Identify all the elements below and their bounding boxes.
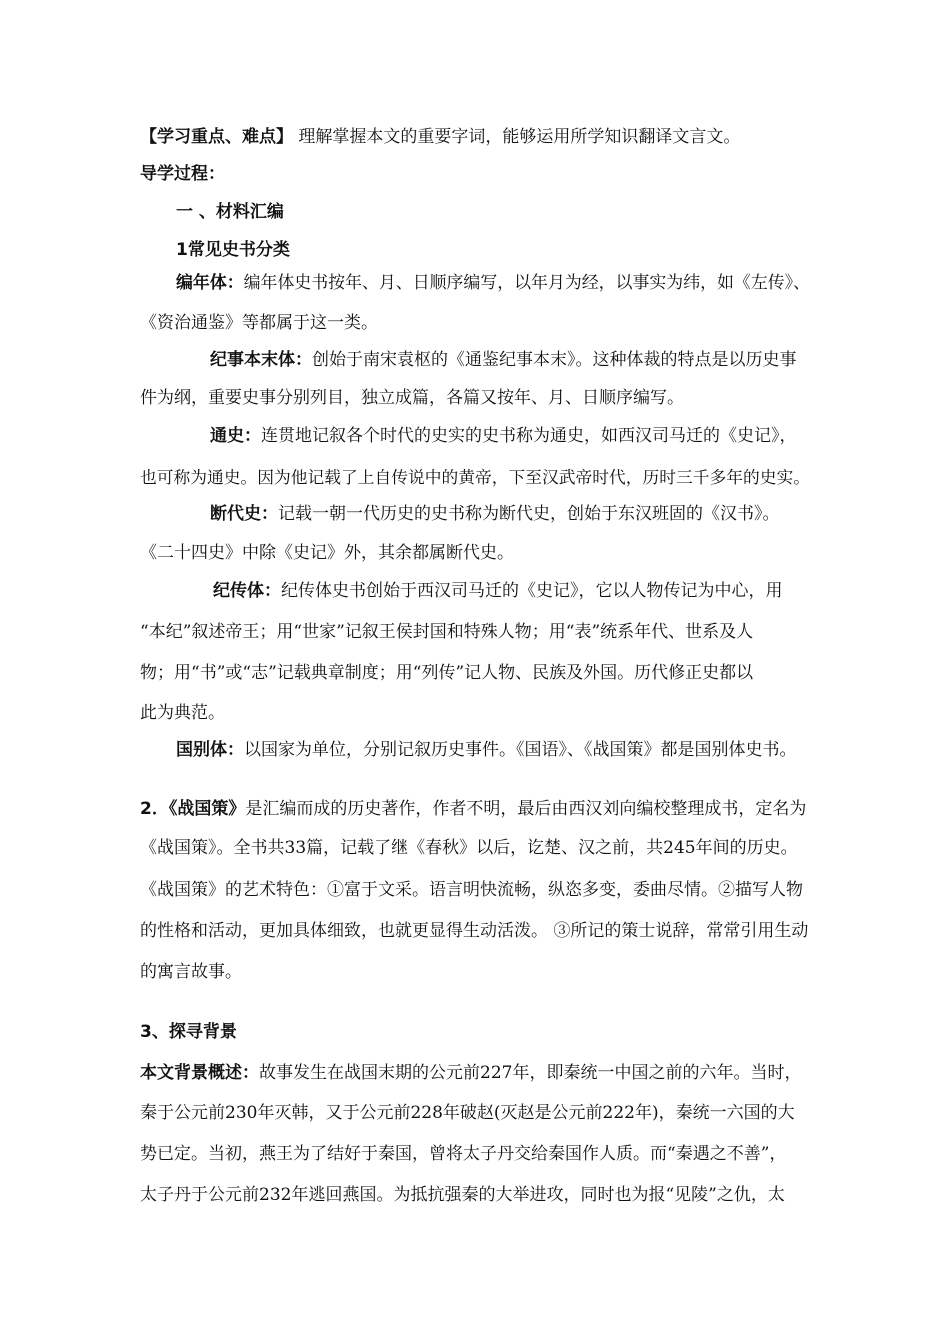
jishi-line2: 件为纲，重要史事分别列目，独立成篇，各篇又按年、月、日顺序编写。 (140, 388, 684, 408)
section1-heading: 一 、材料汇编 (176, 202, 284, 222)
guobie-text1: 以国家为单位，分别记叙历史事件。《国语》、《战国策》都是国别体史书。 (244, 740, 797, 760)
jizhuan-line3: 物；用“书”或“志”记载典章制度；用“列传”记人物、民族及外国。历代修正史都以 (140, 663, 754, 683)
duandai-line1 (0, 502, 950, 526)
section2-line5: 的寓言故事。 (140, 962, 242, 982)
biannian-text1: 编年体史书按年、月、日顺序编写，以年月为经，以事实为纬，如《左传》、 (243, 272, 810, 292)
section2-text1: 是汇编而成的历史著作，作者不明，最后由西汉刘向编校整理成书，定名为 (245, 799, 807, 819)
jishi-term: 纪事本末体： (210, 350, 312, 370)
tongshi-text1: 连贯地记叙各个时代的史实的史书称为通史，如西汉司马迁的《史记》， (261, 426, 797, 446)
focus-label: 【学习重点、难点】 (140, 127, 293, 147)
jizhuan-text1: 纪传体史书创始于西汉司马迁的《史记》，它以人物传记为中心，用 (281, 581, 783, 601)
section2-line3: 《战国策》的艺术特色：①富于文采。语言明快流畅，纵恣多变，委曲尽情。②描写人物 (140, 880, 803, 900)
section1-subheading: 1常见史书分类 (176, 240, 290, 260)
section2-line4: 的性格和活动，更加具体细致，也就更显得生动活泼。 ③所记的策士说辞，常常引用生动 (140, 921, 809, 941)
tongshi-term: 通史： (210, 426, 261, 446)
section2-term: 2．《战国策》 (140, 799, 246, 819)
guobie-line1 (0, 738, 950, 762)
section2-line1 (0, 797, 950, 821)
focus-text: 理解掌握本文的重要字词，能够运用所学知识翻译文言文。 (293, 127, 741, 147)
section3-line2: 秦于公元前230年灭韩，又于公元前228年破赵(灭赵是公元前222年)，秦统一六国的大 (140, 1103, 795, 1123)
section3-text1: 故事发生在战国末期的公元前227年，即秦统一中国之前的六年。当时， (259, 1063, 802, 1083)
biannian-term: 编年体： (176, 272, 244, 292)
section3-line1 (0, 1061, 950, 1085)
jishi-line1 (0, 348, 950, 372)
jizhuan-line2: “本纪”叙述帝王；用“世家”记叙王侯封国和特殊人物；用“表”统系年代、世系及人 (140, 622, 754, 642)
section3-line3: 势已定。当初，燕王为了结好于秦国，曾将太子丹交给秦国作人质。而“秦遇之不善”， (140, 1144, 787, 1164)
duandai-line2: 《二十四史》中除《史记》外，其余都属断代史。 (140, 543, 514, 563)
duandai-text1: 记载一朝一代历史的史书称为断代史，创始于东汉班固的《汉书》。 (278, 504, 780, 524)
tongshi-line1 (0, 424, 950, 448)
tongshi-line2: 也可称为通史。因为他记载了上自传说中的黄帝，下至汉武帝时代，历时三千多年的史实。 (140, 467, 811, 487)
section3-heading: 3、探寻背景 (140, 1022, 237, 1042)
section3-line4: 太子丹于公元前232年逃回燕国。为抵抗强秦的大举进攻，同时也为报“见陵”之仇，太 (140, 1185, 785, 1205)
jishi-text1: 创始于南宋袁枢的《通鉴纪事本末》。这种体裁的特点是以历史事 (312, 350, 797, 370)
biannian-line1 (0, 270, 950, 294)
duandai-term: 断代史： (210, 504, 278, 524)
jizhuan-term: 纪传体： (213, 581, 281, 601)
process-label: 导学过程： (140, 164, 225, 184)
biannian-line2: 《资治通鉴》等都属于这一类。 (140, 313, 378, 333)
section2-line2: 《战国策》。全书共33篇，记载了继《春秋》以后，讫楚、汉之前，共245年间的历史。 (140, 838, 798, 858)
section3-term: 本文背景概述： (140, 1063, 259, 1083)
jizhuan-line1 (0, 579, 950, 603)
jizhuan-line4: 此为典范。 (140, 703, 225, 723)
focus-line (0, 125, 950, 149)
guobie-term: 国别体： (176, 740, 244, 760)
